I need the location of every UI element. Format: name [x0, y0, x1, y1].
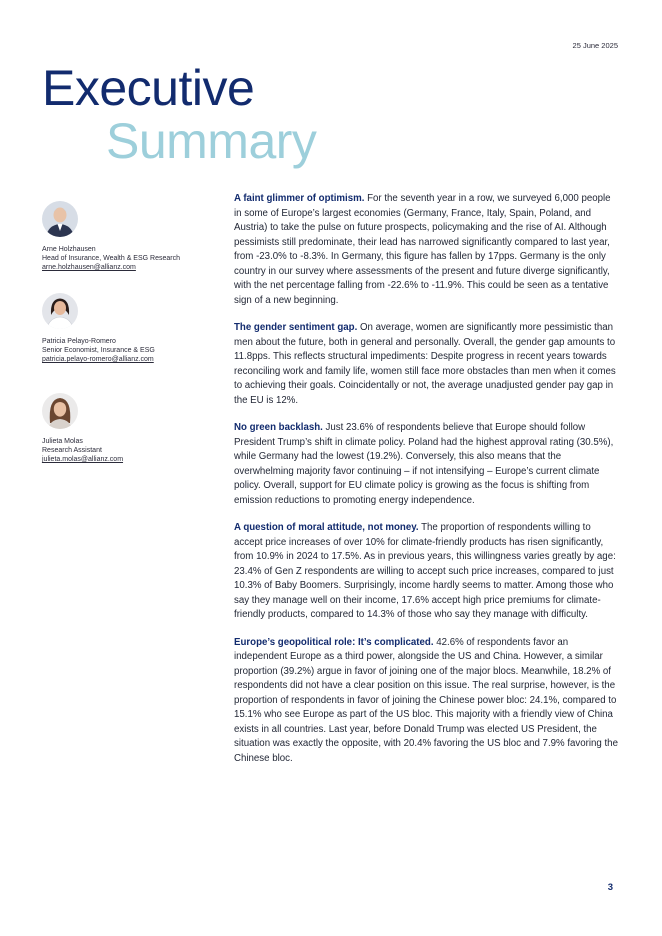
avatar — [42, 201, 78, 237]
author-role: Research Assistant — [42, 447, 102, 454]
author-name: Patricia Pelayo-Romero — [42, 338, 116, 345]
author-card — [42, 293, 212, 364]
author-role: Head of Insurance, Wealth & ESG Research — [42, 255, 180, 262]
page-title-line-1: Executive — [42, 60, 255, 116]
summary-paragraph-moral-attitude — [234, 521, 620, 623]
publication-date: 25 June 2025 — [572, 41, 618, 50]
author-card — [42, 393, 212, 464]
page-title-line-2: Summary — [106, 113, 317, 169]
avatar — [42, 393, 78, 429]
paragraph-text: 42.6% of respondents favor an independent Europe as a third power, alongside the US and China. However, a similar proportion (39.2%) argue in favor of joining one of the major blocs. Meanwhile, 18.2% of respondents did not have a clear position on this issue. The real surprise, however, is the proportion of respondents in favor of joining the Chinese power bloc: 24.1%, compared to 15.1% who see Europe as part of the US bloc. This majority with a friendly view of China exists in all countries. Last year, before Donald Trump was elected US President, the situation was exactly the opposite, with 20.4% favoring the US bloc and 7.9% favoring the Chinese bloc. — [234, 636, 618, 764]
paragraph-lead: A question of moral attitude, not money. — [234, 522, 419, 533]
author-card — [42, 201, 212, 272]
author-name: Julieta Molas — [42, 438, 83, 445]
page-number: 3 — [607, 882, 613, 893]
paragraph-text: Just 23.6% of respondents believe that Europe should follow President Trump’s shift in climate policy. Poland had the highest approval rating (30.5%), while Germany had the lowest (19.2%). Conversely, this also means that the overwhelming majority favor continuing – if not intensifying – Europe’s current climate policy. Overall, support for EU climate policy is growing as the focus is shifting from emission reductions to promoting energy independence. — [234, 422, 614, 506]
author-email-link[interactable]: julieta.molas@allianz.com — [42, 456, 124, 463]
author-name: Arne Holzhausen — [42, 246, 96, 253]
summary-paragraph-green-backlash — [234, 421, 620, 508]
summary-paragraph-gender-gap — [234, 321, 620, 408]
paragraph-lead: The gender sentiment gap. — [234, 322, 358, 333]
summary-paragraph-optimism — [234, 192, 620, 308]
paragraph-text: On average, women are significantly more pessimistic than men about the future, both in general and personally. Overall, the gender gap amounts to 11.8pps. This reflects structural impediments: Despite progress in recent years towards reconciling work and family life, women still face more obstacles than men when it comes to achieving their goals. Coincidentally or not, the average unadjusted gender pay gap in the EU is 12%. — [234, 322, 616, 406]
summary-paragraph-geopolitics — [234, 636, 620, 767]
paragraph-lead: A faint glimmer of optimism. — [234, 193, 365, 204]
author-email-link[interactable]: arne.holzhausen@allianz.com — [42, 264, 136, 271]
author-role: Senior Economist, Insurance & ESG — [42, 347, 155, 354]
paragraph-text: For the seventh year in a row, we surveyed 6,000 people in some of Europe’s largest economies (Germany, France, Italy, Spain, Poland, and Austria) to take the pulse on future prospects, policymaking and the rise of AI. Although pessimists still predominate, their lead has narrowed significantly compared to last year, from -23.0% to -8.3%. In Germany, this figure has fallen by 17pps. Germany is the only country in our survey where assessments of the present and future diverge significantly, with the net percentage falling from -22.6% to -11.9%. This could be seen as a tentative sign of a new beginning. — [234, 193, 611, 306]
paragraph-lead: No green backlash. — [234, 422, 323, 433]
author-email-link[interactable]: patricia.pelayo-romero@allianz.com — [42, 356, 154, 363]
summary-body — [234, 192, 620, 779]
paragraph-text: The proportion of respondents willing to accept price increases of over 10% for climate-friendly products has risen significantly, from 10.9% in 2024 to 17.5%. As in previous years, this willingness varies greatly by age: 23.4% of Gen Z respondents are willing to accept such price increases, compared to just 10.3% of Baby Boomers. Surprisingly, income hardly seems to matter. Among those who say they manage well on their income, 17.6% accept high price premiums for climate-friendly products, compared to 14.3% of those who say they manage with difficulty. — [234, 522, 616, 620]
avatar — [42, 293, 78, 329]
paragraph-lead: Europe’s geopolitical role: It’s complicated. — [234, 636, 434, 648]
